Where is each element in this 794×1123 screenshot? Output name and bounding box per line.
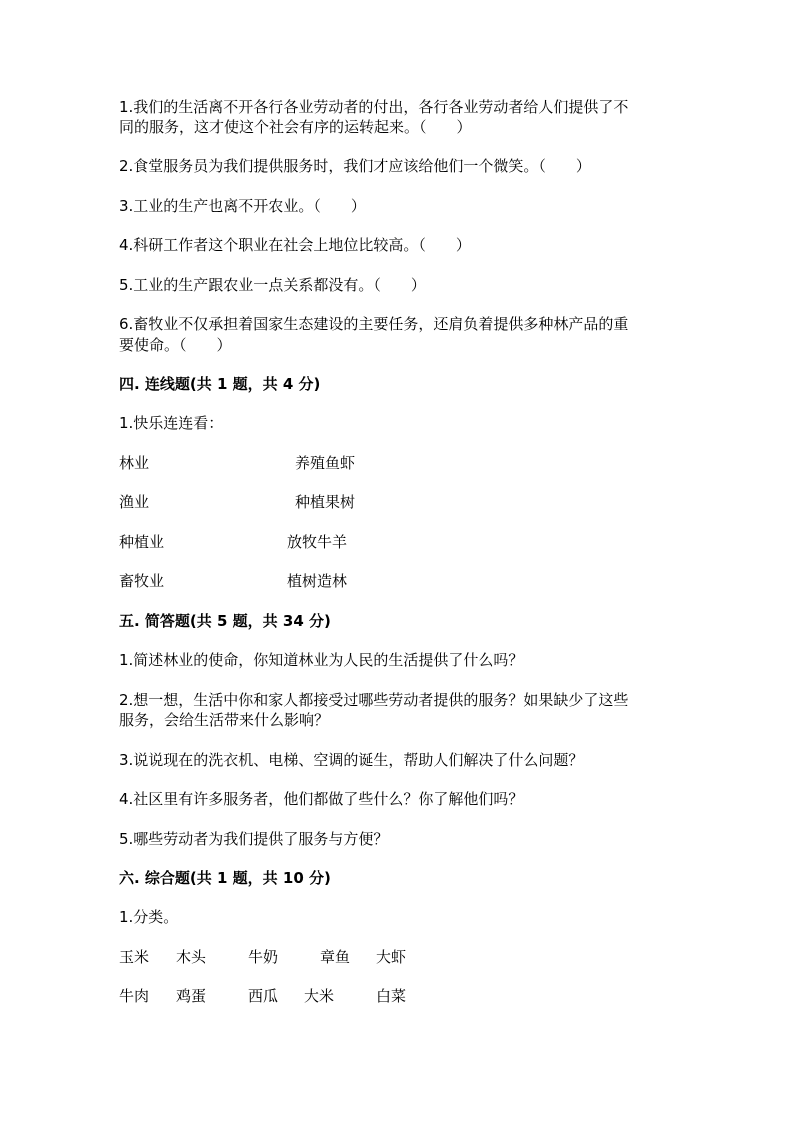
matching-right-item: 植树造林 xyxy=(287,572,348,590)
classify-item: 木头 xyxy=(176,948,207,966)
tf-question-1-line-1: 1.我们的生活离不开各行各业劳动者的付出，各行各业劳动者给人们提供了不 xyxy=(119,98,629,116)
tf-question-3: 3.工业的生产也离不开农业。（ ） xyxy=(119,197,366,215)
short-answer-4: 4.社区里有许多服务者，他们都做了些什么？你了解他们吗？ xyxy=(119,790,524,808)
matching-left-item: 种植业 xyxy=(119,533,165,551)
matching-right-item: 放牧牛羊 xyxy=(287,533,348,551)
tf-question-4: 4.科研工作者这个职业在社会上地位比较高。（ ） xyxy=(119,236,471,254)
classify-item: 玉米 xyxy=(119,948,150,966)
matching-left-item: 林业 xyxy=(119,454,150,472)
classify-item: 白菜 xyxy=(376,987,407,1005)
short-answer-2-line-2: 服务，会给生活带来什么影响？ xyxy=(119,711,330,729)
matching-right-item: 种植果树 xyxy=(295,493,356,511)
classify-item: 鸡蛋 xyxy=(176,987,207,1005)
short-answer-1: 1.简述林业的使命，你知道林业为人民的生活提供了什么吗？ xyxy=(119,651,524,669)
classify-item: 大米 xyxy=(304,987,335,1005)
classify-item: 大虾 xyxy=(376,948,407,966)
matching-right-item: 养殖鱼虾 xyxy=(295,454,356,472)
tf-question-6-line-1: 6.畜牧业不仅承担着国家生态建设的主要任务，还肩负着提供多种林产品的重 xyxy=(119,315,629,333)
matching-prompt: 1.快乐连连看： xyxy=(119,414,224,432)
classify-item: 牛肉 xyxy=(119,987,150,1005)
matching-left-item: 畜牧业 xyxy=(119,572,165,590)
section-4-heading: 四. 连线题(共 1 题，共 4 分) xyxy=(119,375,321,393)
tf-question-5: 5.工业的生产跟农业一点关系都没有。（ ） xyxy=(119,276,426,294)
classify-prompt: 1.分类。 xyxy=(119,908,179,926)
tf-question-6-line-2: 要使命。（ ） xyxy=(119,336,232,354)
short-answer-3: 3.说说现在的洗衣机、电梯、空调的诞生，帮助人们解决了什么问题？ xyxy=(119,751,584,769)
matching-left-item: 渔业 xyxy=(119,493,150,511)
short-answer-2-line-1: 2.想一想，生活中你和家人都接受过哪些劳动者提供的服务？如果缺少了这些 xyxy=(119,691,629,709)
section-5-heading: 五. 简答题(共 5 题，共 34 分) xyxy=(119,612,331,630)
section-6-heading: 六. 综合题(共 1 题，共 10 分) xyxy=(119,869,331,887)
classify-item: 牛奶 xyxy=(248,948,279,966)
tf-question-1-line-2: 同的服务，这才使这个社会有序的运转起来。（ ） xyxy=(119,118,472,136)
classify-item: 章鱼 xyxy=(320,948,351,966)
classify-item: 西瓜 xyxy=(248,987,279,1005)
tf-question-2: 2.食堂服务员为我们提供服务时，我们才应该给他们一个微笑。（ ） xyxy=(119,157,591,175)
short-answer-5: 5.哪些劳动者为我们提供了服务与方便？ xyxy=(119,830,389,848)
